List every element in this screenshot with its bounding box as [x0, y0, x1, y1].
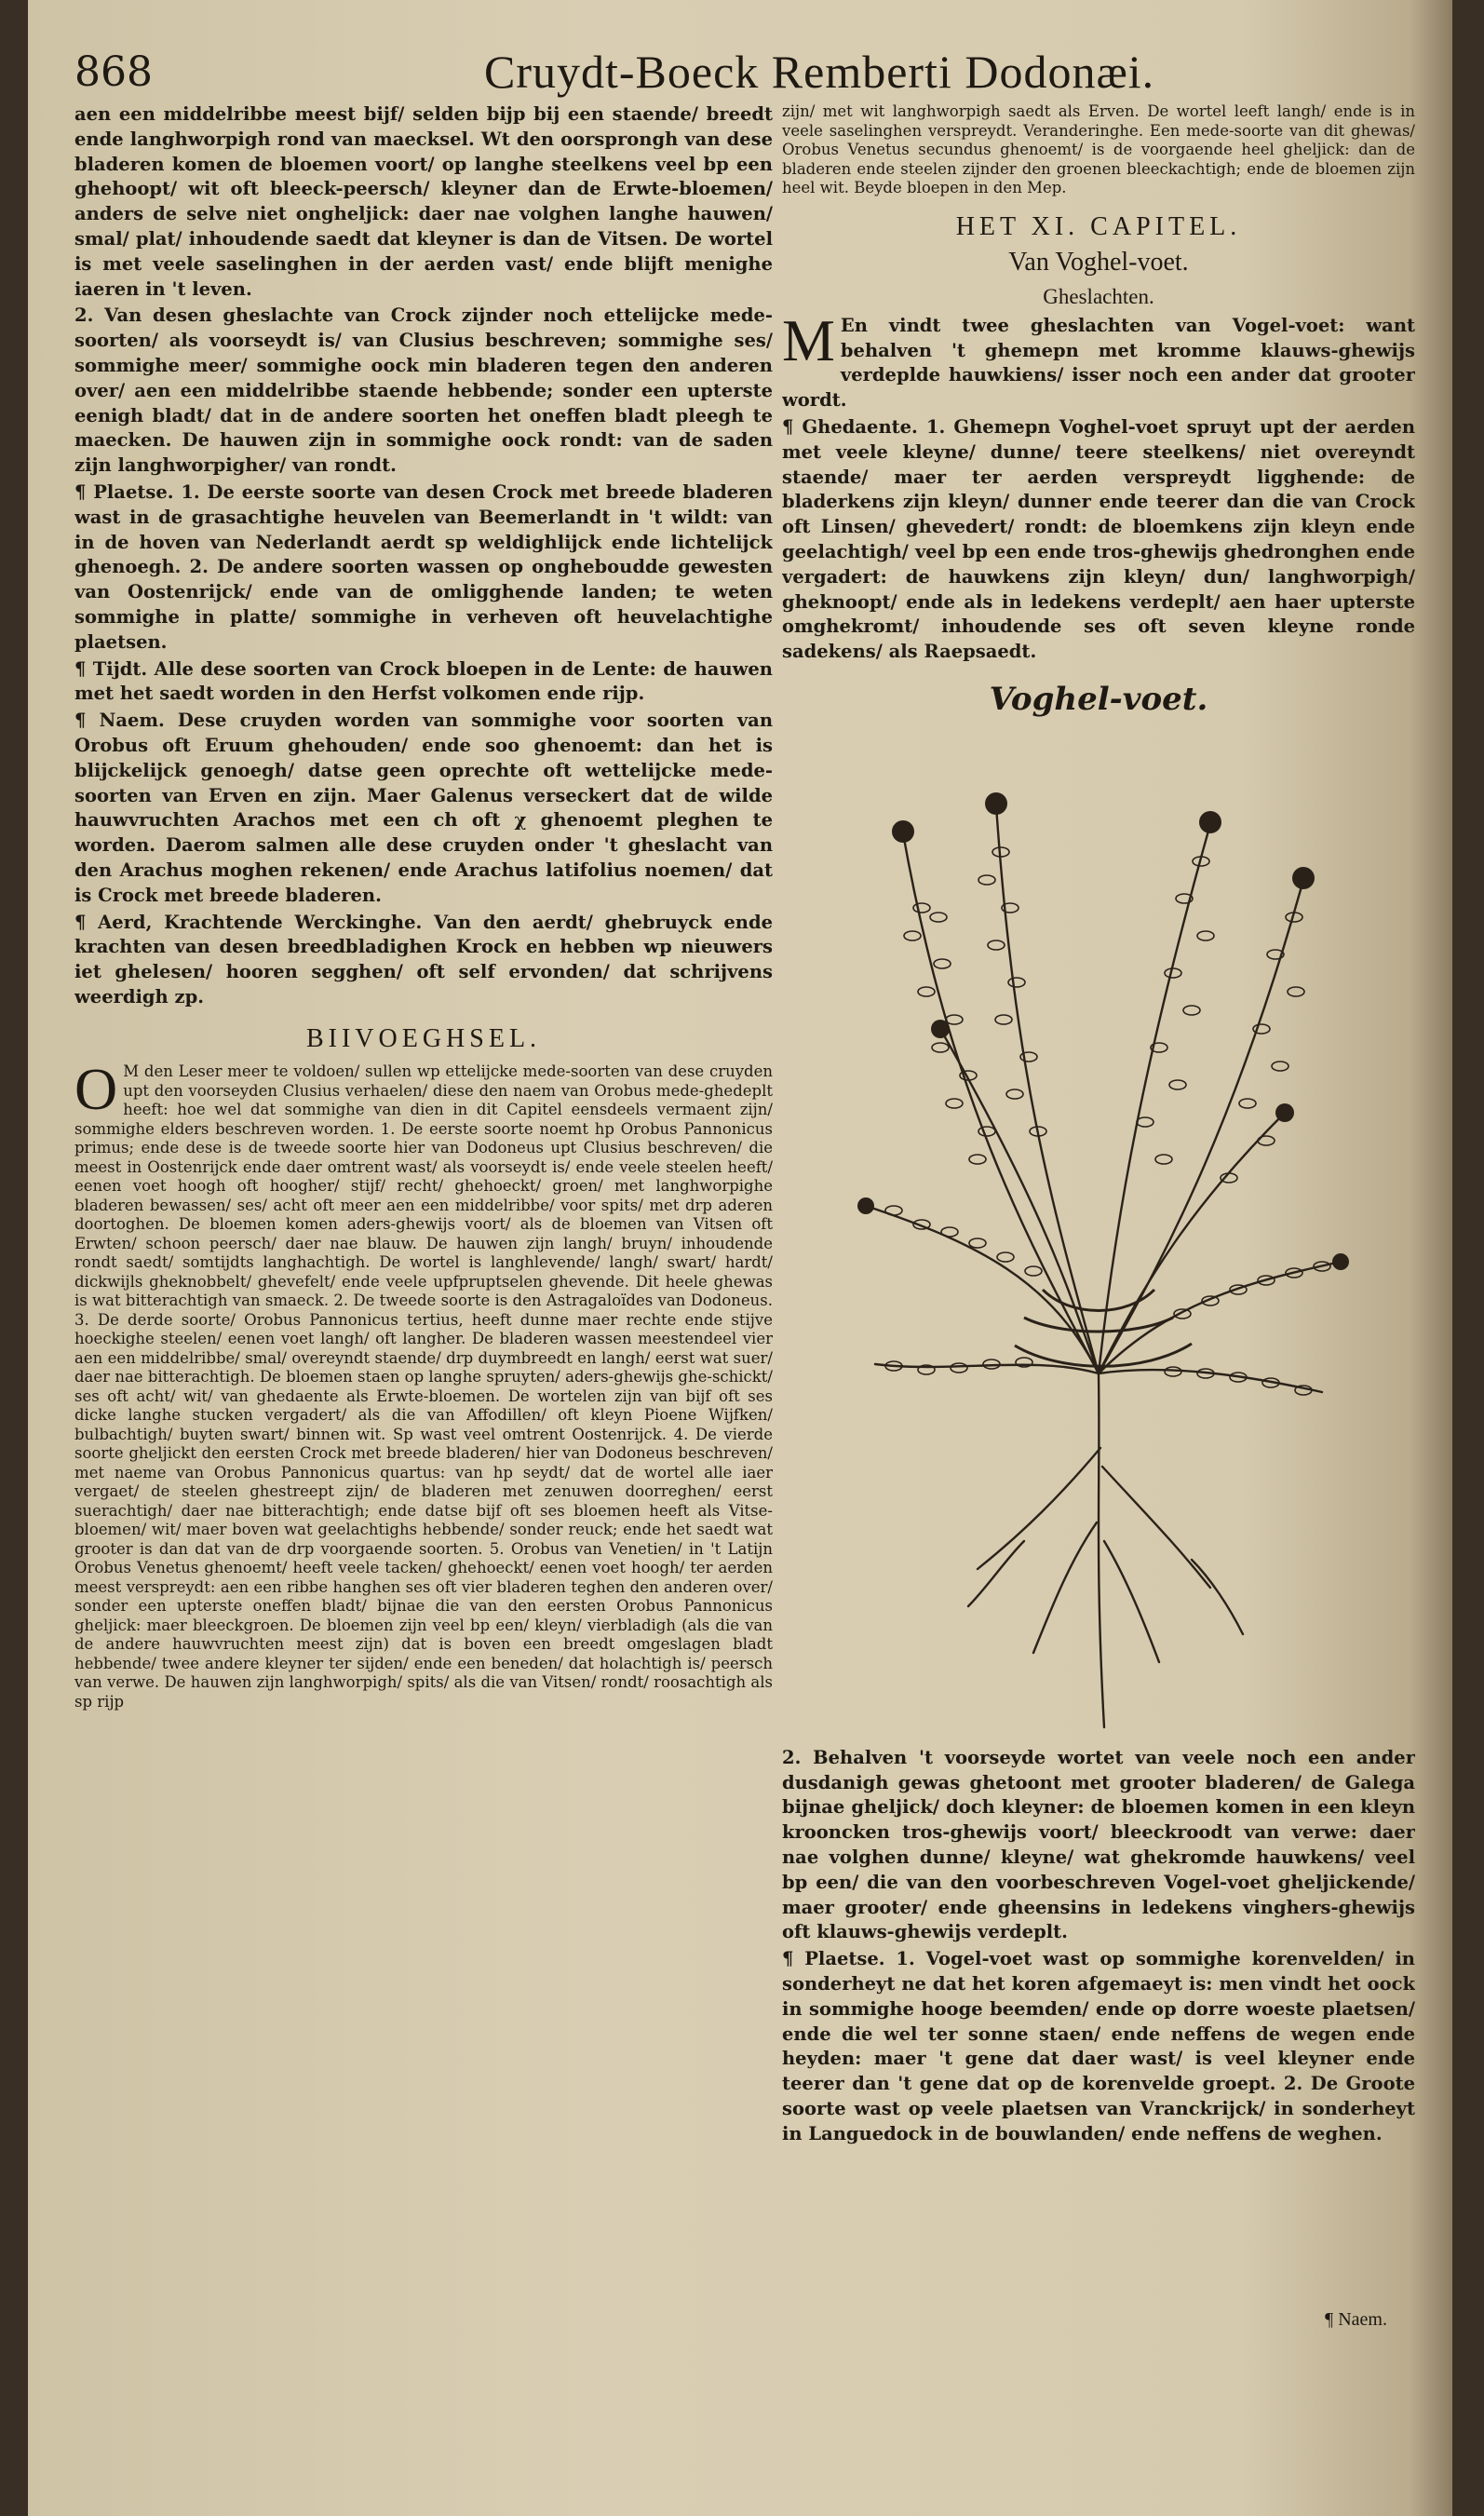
- page-number: 868: [74, 48, 153, 96]
- appendix-heading: BIIVOEGHSEL.: [305, 1023, 542, 1053]
- left-paragraph: ¶ Aerd, Krachtende Werckinghe. Van den aerdt/ ghebruyck ende krachten van desen breedbladighen Krock en hebben wp nieuwers iet ghelesen/ hooren segghen/ oft self ervonden/ dat schrijvens weerdigh zp.: [74, 911, 773, 1008]
- intro-text: zijn/ met wit langhworpigh saedt als Erven. De wortel leeft langh/ ende is in veele saselinghen verspreydt. Veranderinghe. Een mede-soorte van dit ghewas/ Orobus Venetus secundus ghenoemt/ is de voorgaende heel gheljick: dan de bladeren ende steelen zijnder den groenen bleeckachtigh; ende de bloemen zijn heel wit. Beyde bloepen in den Mep.: [782, 102, 1415, 196]
- ghedaente-paragraph: ¶ Ghedaente. 1. Ghemepn Voghel-voet spruyt upt der aerden met veele kleyne/ dunne/ teere steelkens/ niet overeyndt staende/ maer ter aerden verspreydt ligghende: de bladerkens zijn kleyn/ dunner ende teerer dan die van Crock oft Linsen/ ghevedert/ rondt: de bloemkens zijn kleyn ende geelachtigh/ veel bp een ende tros-ghewijs ghedronghen ende vergadert: de hauwkens zijn kleyn/ dun/ langhworpigh/ gheknoopt/ ende als in ledekens verdeplt/ aen haer upterste omghekromt/ inhoudende ses oft seven kleyne ronde sadekens/ als Raepsaedt.: [782, 416, 1415, 663]
- left-paragraph: ¶ Naem. Dese cruyden worden van sommighe voor soorten van Orobus oft Eruum ghehouden/ ende soo ghenoemt: dan het is blijckelijck genoegh/ datse geen oprechte oft wettelijcke mede-soorten van Erven en zijn. Maer Galenus verseckert dat de wilde hauwvruchten Arachos met een ch oft χ ghenoemt pleghen te worden. Daerom salmen alle dese cruyden onder 't gheslacht van den Arachus moghen rekenen/ ende Arachus latifolius noemen/ dat is Crock met breede bladeren.: [74, 710, 773, 906]
- left-paragraph: ¶ Tijdt. Alle dese soorten van Crock bloepen in de Lente: de hauwen met het saedt worden in den Herfst volkomen ende rijp.: [74, 657, 773, 705]
- chapter-heading: HET XI. CAPITEL.: [955, 211, 1242, 241]
- left-column: [74, 102, 773, 2402]
- appendix-body: M den Leser meer te voldoen/ sullen wp ettelijcke mede-soorten van dese cruyden upt den voorseyden Clusius verhaelen/ diese den naem van Orobus mede-ghedeplt heeft: hoe wel dat sommighe van dien in dit Capitel eensdeels vermaent zijn/ sommighe elders beschreven worden. 1. De eerste soorte noemt hp Orobus Pannonicus primus; ende dese is de tweede soorte hier van Dodoneus upt Clusius beschreven/ die meest in Oostenrijck ende daer omtrent wast/ als voorseydt is/ ende veele steelen heeft/ eenen voet hoogh oft hoogher/ stijf/ recht/ ghehoeckt/ groen/ met langhworpighe bladeren bewassen/ ses/ acht oft meer aen een middelribbe/ voor spits/ met drp aderen doortoghen. De bloemen komen aders-ghewijs voort/ als de bloemen van Vitsen oft Erwten/ schoon peersch/ daer nae blauw. De hauwen zijn langh/ bruyn/ inhoudende rondt saedt/ somtijdts langhachtigh. De wortel is langhlevende/ langh/ swart/ hardt/ dickwijls gheknobbelt/ ghevefelt/ ende veele upfpruptselen ghevende. Dit heele ghewas is wat bitterachtigh van smaeck. 2. De tweede soorte is den Astragaloïdes van Dodoneus. 3. De derde soorte/ Orobus Pannonicus tertius, heeft dunne maer rechte ende stijve hoeckighe steelen/ eenen voet langh/ oft langher. De bladeren wassen meestendeel vier aen een middelribbe/ smal/ overeyndt staende/ drp duymbreedt en langh/ eerst wat suer/ daer nae bitterachtigh. De bloemen staen op langhe spruyten/ aders-ghewijs ghe-schickt/ ses oft acht/ wit/ van ghedaente als Erwte-bloemen. De wortelen zijn van bijf oft ses dicke langhe stucken vergadert/ als die van Affodillen/ oft kleyn Pioene Wijfken/ bulbachtigh/ buyten swart/ binnen wit. Sp wast veel omtrent Oostenrijck. 4. De vierde soorte gheljickt den eersten Crock met breede bladeren/ hier van Dodoneus beschreven/ met naeme van Orobus Pannonicus quartus: van hp seydt/ dat de wortel alle iaer vergaet/ de steelen ghestreept zijn/ de bladeren met zenuwen doorreghen/ eerst suerachtigh/ daer nae bitterachtigh; ende datse bijf oft ses bloemen heeft als Vitse-bloemen/ wit/ maer boven wat geelachtighs hebbende/ sonder reuck; ende het saedt wat grooter is dan dat van de drp voorgaende soorten. 5. Orobus van Venetien/ in 't Latijn Orobus Venetus ghenoemt/ heeft veele tacken/ ghehoeckt/ eenen voet hoogh/ ter aerden meest verspreydt: aen een ribbe hanghen ses oft vier bladeren teghen den anderen over/ sonder een upterste oneffen bladt/ bijnae die van den eersten Orobus Pannonicus gheljick: maer bleeckgroen. De bloemen zijn veel bp een/ kleyn/ vierbladigh (als die van de andere hauwvruchten meest zijn) dat is boven een breedt omgeslagen bladt hebbende/ twee andere kleyner ter sijden/ ende een beneden/ dat holachtigh is/ peersch van verwe. De hauwen zijn langhworpigh/ spits/ als die van Vitsen/ rondt/ roosachtigh als sp rijp: [74, 1062, 773, 1711]
- figure-caption: Voghel-voet.: [989, 681, 1208, 719]
- chapter-dropcap: M: [782, 306, 835, 373]
- gheslachten-paragraph: [782, 306, 1415, 413]
- catchword: ¶ Naem.: [1325, 2309, 1387, 2330]
- section-title: Gheslachten.: [1043, 285, 1154, 309]
- appendix-dropcap: O: [74, 1056, 118, 1123]
- right-column: [782, 102, 1415, 2402]
- book-page: [28, 0, 1452, 2516]
- chapter-title: Van Voghel-voet.: [1008, 248, 1189, 277]
- after-figure-paragraph: 2. Behalven 't voorseyde wortet van veele noch een ander dusdanigh gewas ghetoont met grooter bladeren/ de Galega bijnae gheljick/ doch kleyner: de bloemen komen in een kleyn krooncken tros-ghewijs voort/ bleeckroodt van verwe: daer nae volghen dunne/ kleyne/ wat ghekromde hauwkens/ veel bp een/ die van den voorbeschreven Vogel-voet gheljickende/ maer grooter/ ende gheensins in ledekens vinghers-ghewijs oft klauws-ghewijs verdeplt.: [782, 1746, 1415, 1943]
- appendix-text: [74, 1056, 773, 1711]
- plant-woodcut-illustration: [838, 722, 1359, 1746]
- page-header: [74, 35, 1387, 110]
- after-figure-paragraph: ¶ Plaetse. 1. Vogel-voet wast op sommighe korenvelden/ in sonderheyt ne dat het koren afgemaeyt is: men vindt het oock in sommighe hooge beemden/ ende op dorre woeste plaetsen/ ende die wel ter sonne staen/ ende neffens de wegen ende heyden: maer 't gene dat daer wast/ is veel kleyner ende teerer dan 't gene dat op de korenvelde groept. 2. De Groote soorte wast op veele plaetsen van Vranckrijck/ in sonderheyt in Languedock in de bouwlanden/ ende neffens de weghen.: [782, 1948, 1415, 2144]
- left-paragraph: ¶ Plaetse. 1. De eerste soorte van desen Crock met breede bladeren wast in de grasachtighe heuvelen van Beemerlandt in 't wildt: van in de hoven van Nederlandt aerdt sp weldighlijck ende lichtelijck ghenoegh. 2. De andere soorten wassen op ongheboudde gewesten van Oostenrijck/ ende van de omligghende landen; te weten sommighe in platte/ sommighe in verheven oft heuvelachtighe plaetsen.: [74, 480, 773, 653]
- gheslachten-body: En vindt twee gheslachten van Vogel-voet: want behalven 't ghemepn met kromme klauws-ghewijs verdeplde hauwkiens/ isser noch een ander dat grooter wordt.: [782, 314, 1415, 412]
- left-paragraph: aen een middelribbe meest bijf/ selden bijp bij een staende/ breedt ende langhworpigh rond van maecksel. Wt den oorsprongh van dese bladeren komen de bloemen voort/ op langhe steelkens veel bp een ghehoopt/ wit oft bleeck-peersch/ kleyner dan de Erwte-bloemen/ anders de selve niet ongheljick: daer nae volghen langhe hauwen/ smal/ plat/ inhoudende saedt dat kleyner is dan de Vitsen. De wortel is met veele saselinghen in der aerden vast/ ende blijft menighe iaeren in 't leven.: [74, 103, 773, 300]
- running-head: Cruydt-Boeck Remberti Dodonæi.: [484, 46, 1155, 98]
- left-paragraph: 2. Van desen gheslachte van Crock zijnder noch ettelijcke mede-soorten/ als voorseydt is/ van Clusius beschreven; sommighe ses/ sommighe meer/ sommighe oock min bladeren tegen den anderen over/ aen een middelribbe staende hebbende; sonder een upterste eenigh bladt/ dat in de andere soorten het oneffen bladt pleegh te maecken. De hauwen zijn in sommighe oock rondt: van de saden zijn langhworpigher/ van rondt.: [74, 304, 773, 477]
